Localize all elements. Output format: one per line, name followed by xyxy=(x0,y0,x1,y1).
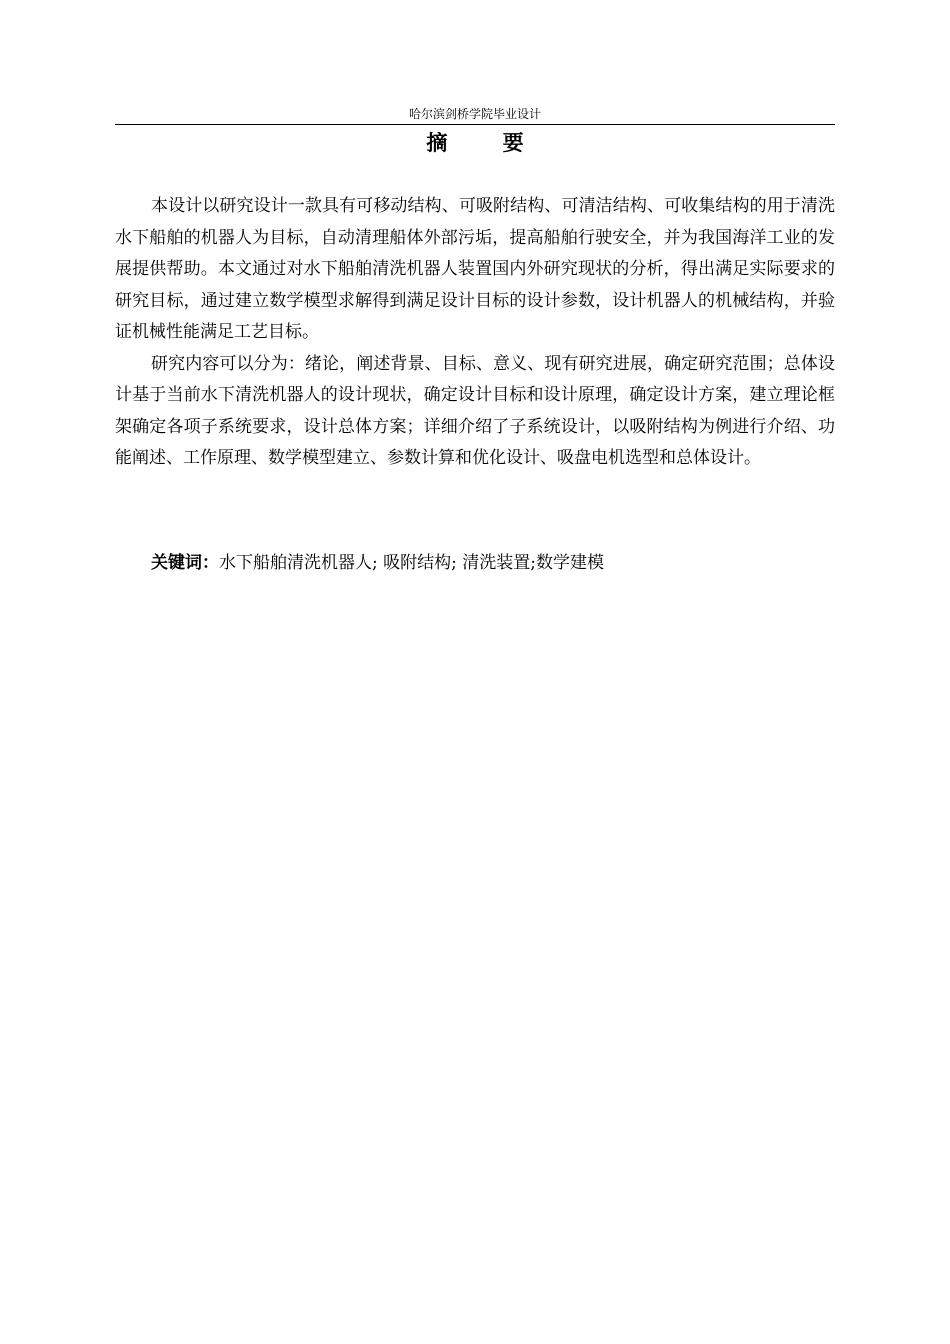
page-header: 哈尔滨剑桥学院毕业设计 xyxy=(408,107,541,121)
abstract-paragraph-1: 本设计以研究设计一款具有可移动结构、可吸附结构、可清洁结构、可收集结构的用于清洗水下船舶的机器人为目标，自动清理船体外部污垢，提高船舶行驶安全，并为我国海洋工业的发展提供帮助。本文通过对水下船舶清洗机器人装置国内外研究现状的分析，得出满足实际要求的研究目标，通过建立数学模型求解得到满足设计目标的设计参数，设计机器人的机械结构，并验证机械性能满足工艺目标。 xyxy=(115,196,835,342)
header-rule xyxy=(115,124,835,125)
keywords-text: 水下船舶清洗机器人; 吸附结构; 清洗装置;数学建模 xyxy=(219,553,604,573)
abstract-paragraph-2: 研究内容可以分为：绪论，阐述背景、目标、意义、现有研究进展，确定研究范围；总体设计基于当前水下清洗机器人的设计现状，确定设计目标和设计原理，确定设计方案，建立理论框架确定各项子系统要求，设计总体方案；详细介绍了子系统设计，以吸附结构为例进行介绍、功能阐述、工作原理、数学模型建立、参数计算和优化设计、吸盘电机选型和总体设计。 xyxy=(115,353,835,468)
abstract-body xyxy=(115,191,835,475)
keywords-label: 关键词： xyxy=(151,553,219,573)
abstract-title: 摘 要 xyxy=(426,131,548,155)
keywords-line xyxy=(151,548,835,579)
